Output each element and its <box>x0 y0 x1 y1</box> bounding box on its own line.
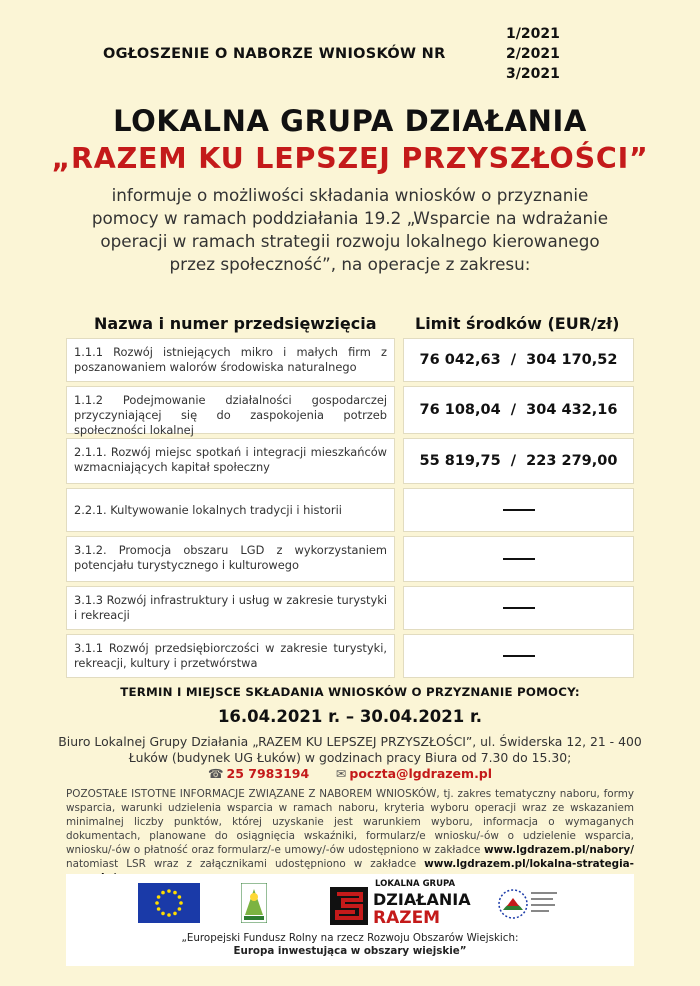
project-limit-empty <box>403 488 634 532</box>
project-name: 3.1.2. Promocja obszaru LGD z wykorzystaniem potencjału turystycznego i kulturowego <box>66 536 395 582</box>
org-name: „RAZEM KU LEPSZEJ PRZYSZŁOŚCI” <box>51 142 649 175</box>
notice-number: 3/2021 <box>506 66 560 82</box>
table-row <box>66 634 634 678</box>
table-row <box>66 338 634 382</box>
org-title: LOKALNA GRUPA DZIAŁANIA <box>113 104 587 138</box>
project-limit-empty <box>403 586 634 630</box>
table-row <box>66 386 634 437</box>
table-header <box>66 312 634 336</box>
fund-line: „Europejski Fundusz Rolny na rzecz Rozwoju Obszarów Wiejskich: <box>181 932 519 944</box>
fund-line: Europa inwestująca w obszary wiejskie” <box>233 945 467 957</box>
prow-logo-icon <box>493 882 563 926</box>
eu-flag-icon <box>138 883 200 923</box>
term-title: TERMIN I MIEJSCE SKŁADANIA WNIOSKÓW O PRZYZNANIE POMOCY: <box>120 685 580 699</box>
leader-logo-icon <box>241 883 267 923</box>
phone-icon: ☎ <box>207 766 224 781</box>
table-row <box>66 586 634 630</box>
column-header-name: Nazwa i numer przedsięwzięcia <box>94 314 377 333</box>
table-row <box>66 488 634 532</box>
project-limit-empty <box>403 536 634 582</box>
project-name: 3.1.3 Rozwój infrastruktury i usług w zakresie turystyki i rekreacji <box>66 586 395 630</box>
office-line: Łuków (budynek UG Łuków) w godzinach pracy Biura od 7.30 do 15.30; <box>128 749 572 765</box>
project-name: 2.2.1. Kultywowanie lokalnych tradycji i historii <box>66 488 395 532</box>
no-limit-dash <box>503 558 535 560</box>
table-row <box>66 536 634 582</box>
nabory-link[interactable]: www.lgdrazem.pl/nabory/ <box>484 844 634 856</box>
other-info-text: natomiast LSR wraz z załącznikami udostępniono w zakładce <box>66 858 425 870</box>
lgd-logo-bottom: RAZEM <box>373 908 441 928</box>
office-line: Biuro Lokalnej Grupy Działania „RAZEM KU LEPSZEJ PRZYSZŁOŚCI”, ul. Świderska 12, 21 - 400 <box>58 734 642 749</box>
table-row <box>66 438 634 484</box>
contacts <box>0 766 700 781</box>
fund-caption <box>66 932 634 958</box>
project-name: 3.1.1 Rozwój przedsiębiorczości w zakresie turystyki, rekreacji, kultury i przetwórstwa <box>66 634 395 678</box>
lsr-link[interactable]: www.lgdrazem.pl/lokalna-strategia- <box>424 858 634 870</box>
lgd-logo-top: LOKALNA GRUPA <box>375 879 456 889</box>
lgd-logo <box>329 878 479 928</box>
intro-line: informuje o możliwości składania wniosków o przyznanie <box>111 185 589 205</box>
project-name: 1.1.1 Rozwój istniejących mikro i małych firm z poszanowaniem walorów środowiska naturalnego <box>66 338 395 382</box>
intro-line: przez społeczność”, na operacje z zakresu: <box>169 254 531 274</box>
other-info-text: POZOSTAŁE ISTOTNE INFORMACJE ZWIĄZANE Z NABOREM WNIOSKÓW, tj. zakres tematyczny naboru, formy wsparcia, warunki udzielenia wsparcia w ramach naboru, kryteria wyboru operacji wraz ze wskazaniem minimalnej liczby punktów, której uzyskanie jest warunkiem wyboru, informacja o wymaganych dokumentach, planowane do osiągnięcia wskaźniki, formularz/e wniosku/-ów o udzielenie wsparcia, wniosku/-ów o płatność oraz formularz/-e umowy/-ów udostępniono w zakładce <box>66 788 634 856</box>
project-limit: 76 042,63 / 304 170,52 <box>403 338 634 382</box>
project-name: 2.1.1. Rozwój miejsc spotkań i integracji mieszkańców wzmacniających kapitał społeczny <box>66 438 395 484</box>
office-address <box>40 734 660 765</box>
column-header-limit: Limit środków (EUR/zł) <box>415 314 620 333</box>
project-limit-empty <box>403 634 634 678</box>
phone-number[interactable]: 25 7983194 <box>226 766 310 781</box>
notice-number: 2/2021 <box>506 46 560 62</box>
intro-line: operacji w ramach strategii rozwoju lokalnego kierowanego <box>100 231 600 251</box>
no-limit-dash <box>503 509 535 511</box>
no-limit-dash <box>503 655 535 657</box>
email-link[interactable]: poczta@lgdrazem.pl <box>349 766 493 781</box>
intro-text <box>40 184 660 276</box>
logos-bar <box>66 874 634 966</box>
notice-number: 1/2021 <box>506 26 560 42</box>
intro-line: pomocy w ramach poddziałania 19.2 „Wsparcie na wdrażanie <box>91 208 609 228</box>
project-limit: 76 108,04 / 304 432,16 <box>403 386 634 434</box>
term-dates: 16.04.2021 r. – 30.04.2021 r. <box>217 707 483 726</box>
lgd-logo-mid: DZIAŁANIA <box>373 890 471 909</box>
envelope-icon: ✉ <box>335 766 347 781</box>
no-limit-dash <box>503 607 535 609</box>
lgd-emblem-icon <box>329 886 369 926</box>
notice-numbers <box>506 24 560 84</box>
notice-title: OGŁOSZENIE O NABORZE WNIOSKÓW NR <box>103 46 446 62</box>
project-name: 1.1.2 Podejmowanie działalności gospodarczej przyczyniającej się do zaspokojenia potrzeb społeczności lokalnej <box>66 386 395 434</box>
notice-header <box>0 24 700 86</box>
project-limit: 55 819,75 / 223 279,00 <box>403 438 634 484</box>
other-info <box>66 787 634 885</box>
